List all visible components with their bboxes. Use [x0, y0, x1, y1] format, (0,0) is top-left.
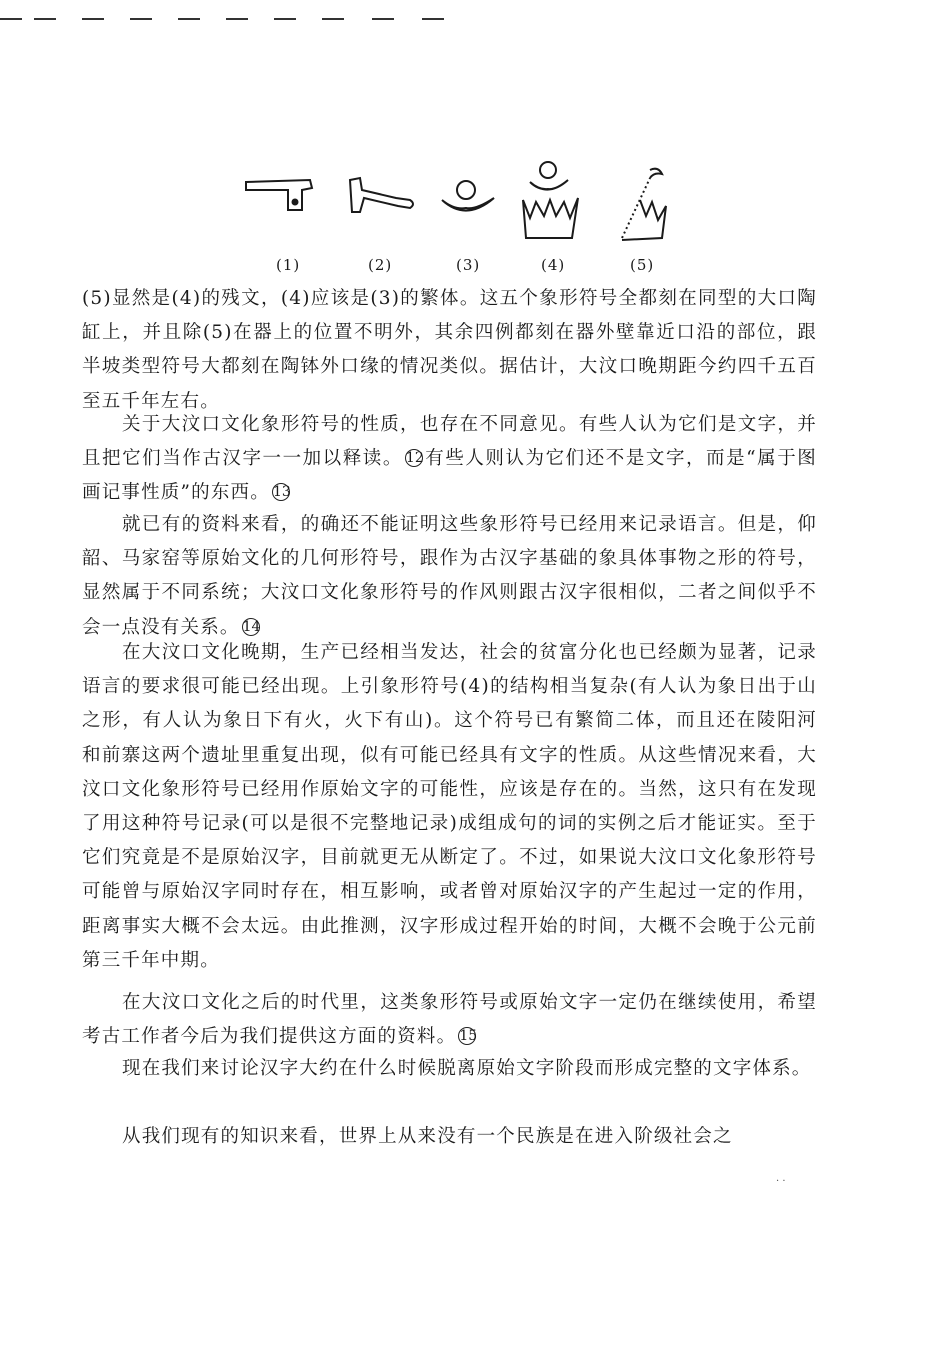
footnote-marker-12: 12: [405, 450, 424, 467]
paragraph-2-part-a: 关于大汶口文化象形符号的性质，也存在不同意见。有些人认为它们是文字，并且把它们当作古汉字一一加以释读。: [82, 414, 817, 470]
paragraph-1: (5)显然是(4)的残文，(4)应该是(3)的繁体。这五个象形符号全都刻在同型的大口陶缸上，并且除(5)在器上的位置不明外，其余四例都刻在器外壁靠近口沿的部位，跟半坡类型符号大都刻在陶钵外口缘的情况类似。据估计，大汶口晚期距今约四千五百至五千年左右。: [82, 288, 817, 412]
pictograph-4: [523, 162, 578, 238]
paragraph-3-text: 就已有的资料来看，的确还不能证明这些象形符号已经用来记录语言。但是，仰韶、马家窑等原始文化的几何形符号，跟作为古汉字基础的象具体事物之形的符号，显然属于不同系统；大汶口文化象形符号的作风则跟古汉字很相似，二者之间似乎不会一点没有关系。: [82, 514, 817, 638]
paragraph-5-text: 在大汶口文化之后的时代里，这类象形符号或原始文字一定仍在继续使用，希望考古工作者今后为我们提供这方面的资料。: [82, 992, 817, 1048]
paragraph-5: [82, 986, 817, 1054]
pictograph-2: [350, 178, 413, 212]
footnote-marker-14: 14: [242, 618, 261, 635]
paragraph-2: [82, 408, 817, 511]
pictograph-figures: [238, 160, 678, 250]
figure-label: (5): [630, 256, 655, 274]
top-dashed-rule: [0, 14, 460, 24]
pictograph-1: [246, 180, 312, 210]
paragraph-3: [82, 508, 817, 645]
figure-label: (2): [368, 256, 393, 274]
scan-speck: · ·: [776, 1176, 786, 1187]
paragraph-6: 现在我们来讨论汉字大约在什么时候脱离原始文字阶段而形成完整的文字体系。: [122, 1058, 812, 1079]
paragraph-4: 在大汶口文化晚期，生产已经相当发达，社会的贫富分化也已经颇为显著，记录语言的要求很可能已经出现。上引象形符号(4)的结构相当复杂(有人认为象日出于山之形，有人认为象日下有火，火下有山)。这个符号已有繁简二体，而且还在陵阳河和前寨这两个遗址里重复出现，似有可能已经具有文字的性质。从这些情况来看，大汶口文化象形符号已经用作原始文字的可能性，应该是存在的。当然，这只有在发现了用这种符号记录(可以是很不完整地记录)成组成句的词的实例之后才能证实。至于它们究竟是不是原始汉字，目前就更无从断定了。不过，如果说大汶口文化象形符号可能曾与原始汉字同时存在，相互影响，或者曾对原始汉字的产生起过一定的作用，距离事实大概不会太远。由此推测，汉字形成过程开始的时间，大概不会晚于公元前第三千年中期。: [82, 642, 817, 971]
figure-labels: [0, 256, 952, 280]
paragraph-2-part-b: 有些人则认为它们还不是文字，而是“属于图画记事性质”的东西。: [82, 448, 817, 504]
pictograph-3: [442, 181, 494, 211]
paragraph-7: 从我们现有的知识来看，世界上从来没有一个民族是在进入阶级社会之: [122, 1126, 733, 1147]
figure-label: (4): [541, 256, 566, 274]
footnote-marker-15: 15: [459, 1028, 478, 1045]
figure-label: (1): [276, 256, 301, 274]
figure-label: (3): [456, 256, 481, 274]
footnote-marker-13: 13: [272, 484, 291, 501]
pictograph-5: [622, 169, 666, 240]
